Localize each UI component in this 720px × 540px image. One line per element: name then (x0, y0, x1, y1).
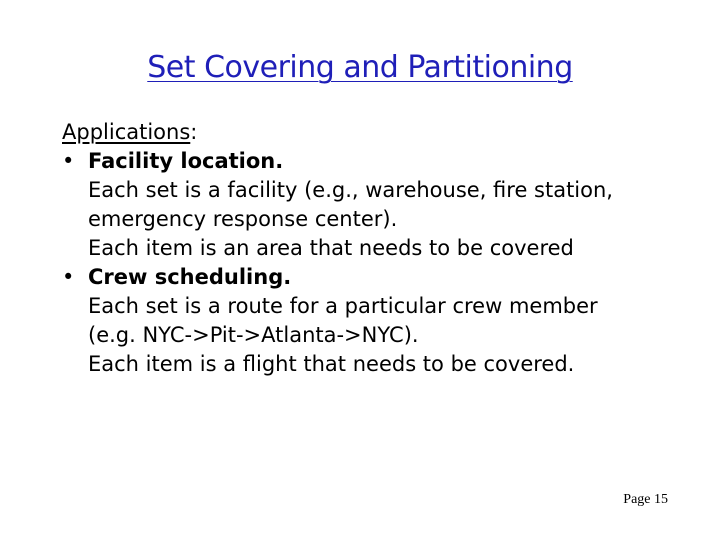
bullet-icon: • (62, 149, 75, 173)
bullet-heading: Facility location. (88, 149, 284, 173)
bullet-line: Each item is a flight that needs to be covered. (88, 352, 575, 376)
slide-title: Set Covering and Partitioning (147, 50, 573, 85)
bullet-line: (e.g. NYC->Pit->Atlanta->NYC). (88, 323, 419, 347)
bullet-line: emergency response center). (88, 207, 398, 231)
section-heading-colon: : (190, 120, 198, 144)
bullet-facility-location (62, 147, 702, 263)
slide-body (62, 118, 702, 379)
bullet-heading: Crew scheduling. (88, 265, 292, 289)
bullet-line: Each item is an area that needs to be covered (88, 236, 574, 260)
bullet-icon: • (62, 265, 75, 289)
section-heading-line (62, 118, 702, 147)
bullet-line: Each set is a facility (e.g., warehouse, fire station, (88, 178, 613, 202)
page-number: Page 15 (623, 492, 668, 507)
bullet-line: Each set is a route for a particular crew member (88, 294, 598, 318)
section-heading: Applications (62, 120, 191, 144)
bullet-crew-scheduling (62, 263, 702, 379)
